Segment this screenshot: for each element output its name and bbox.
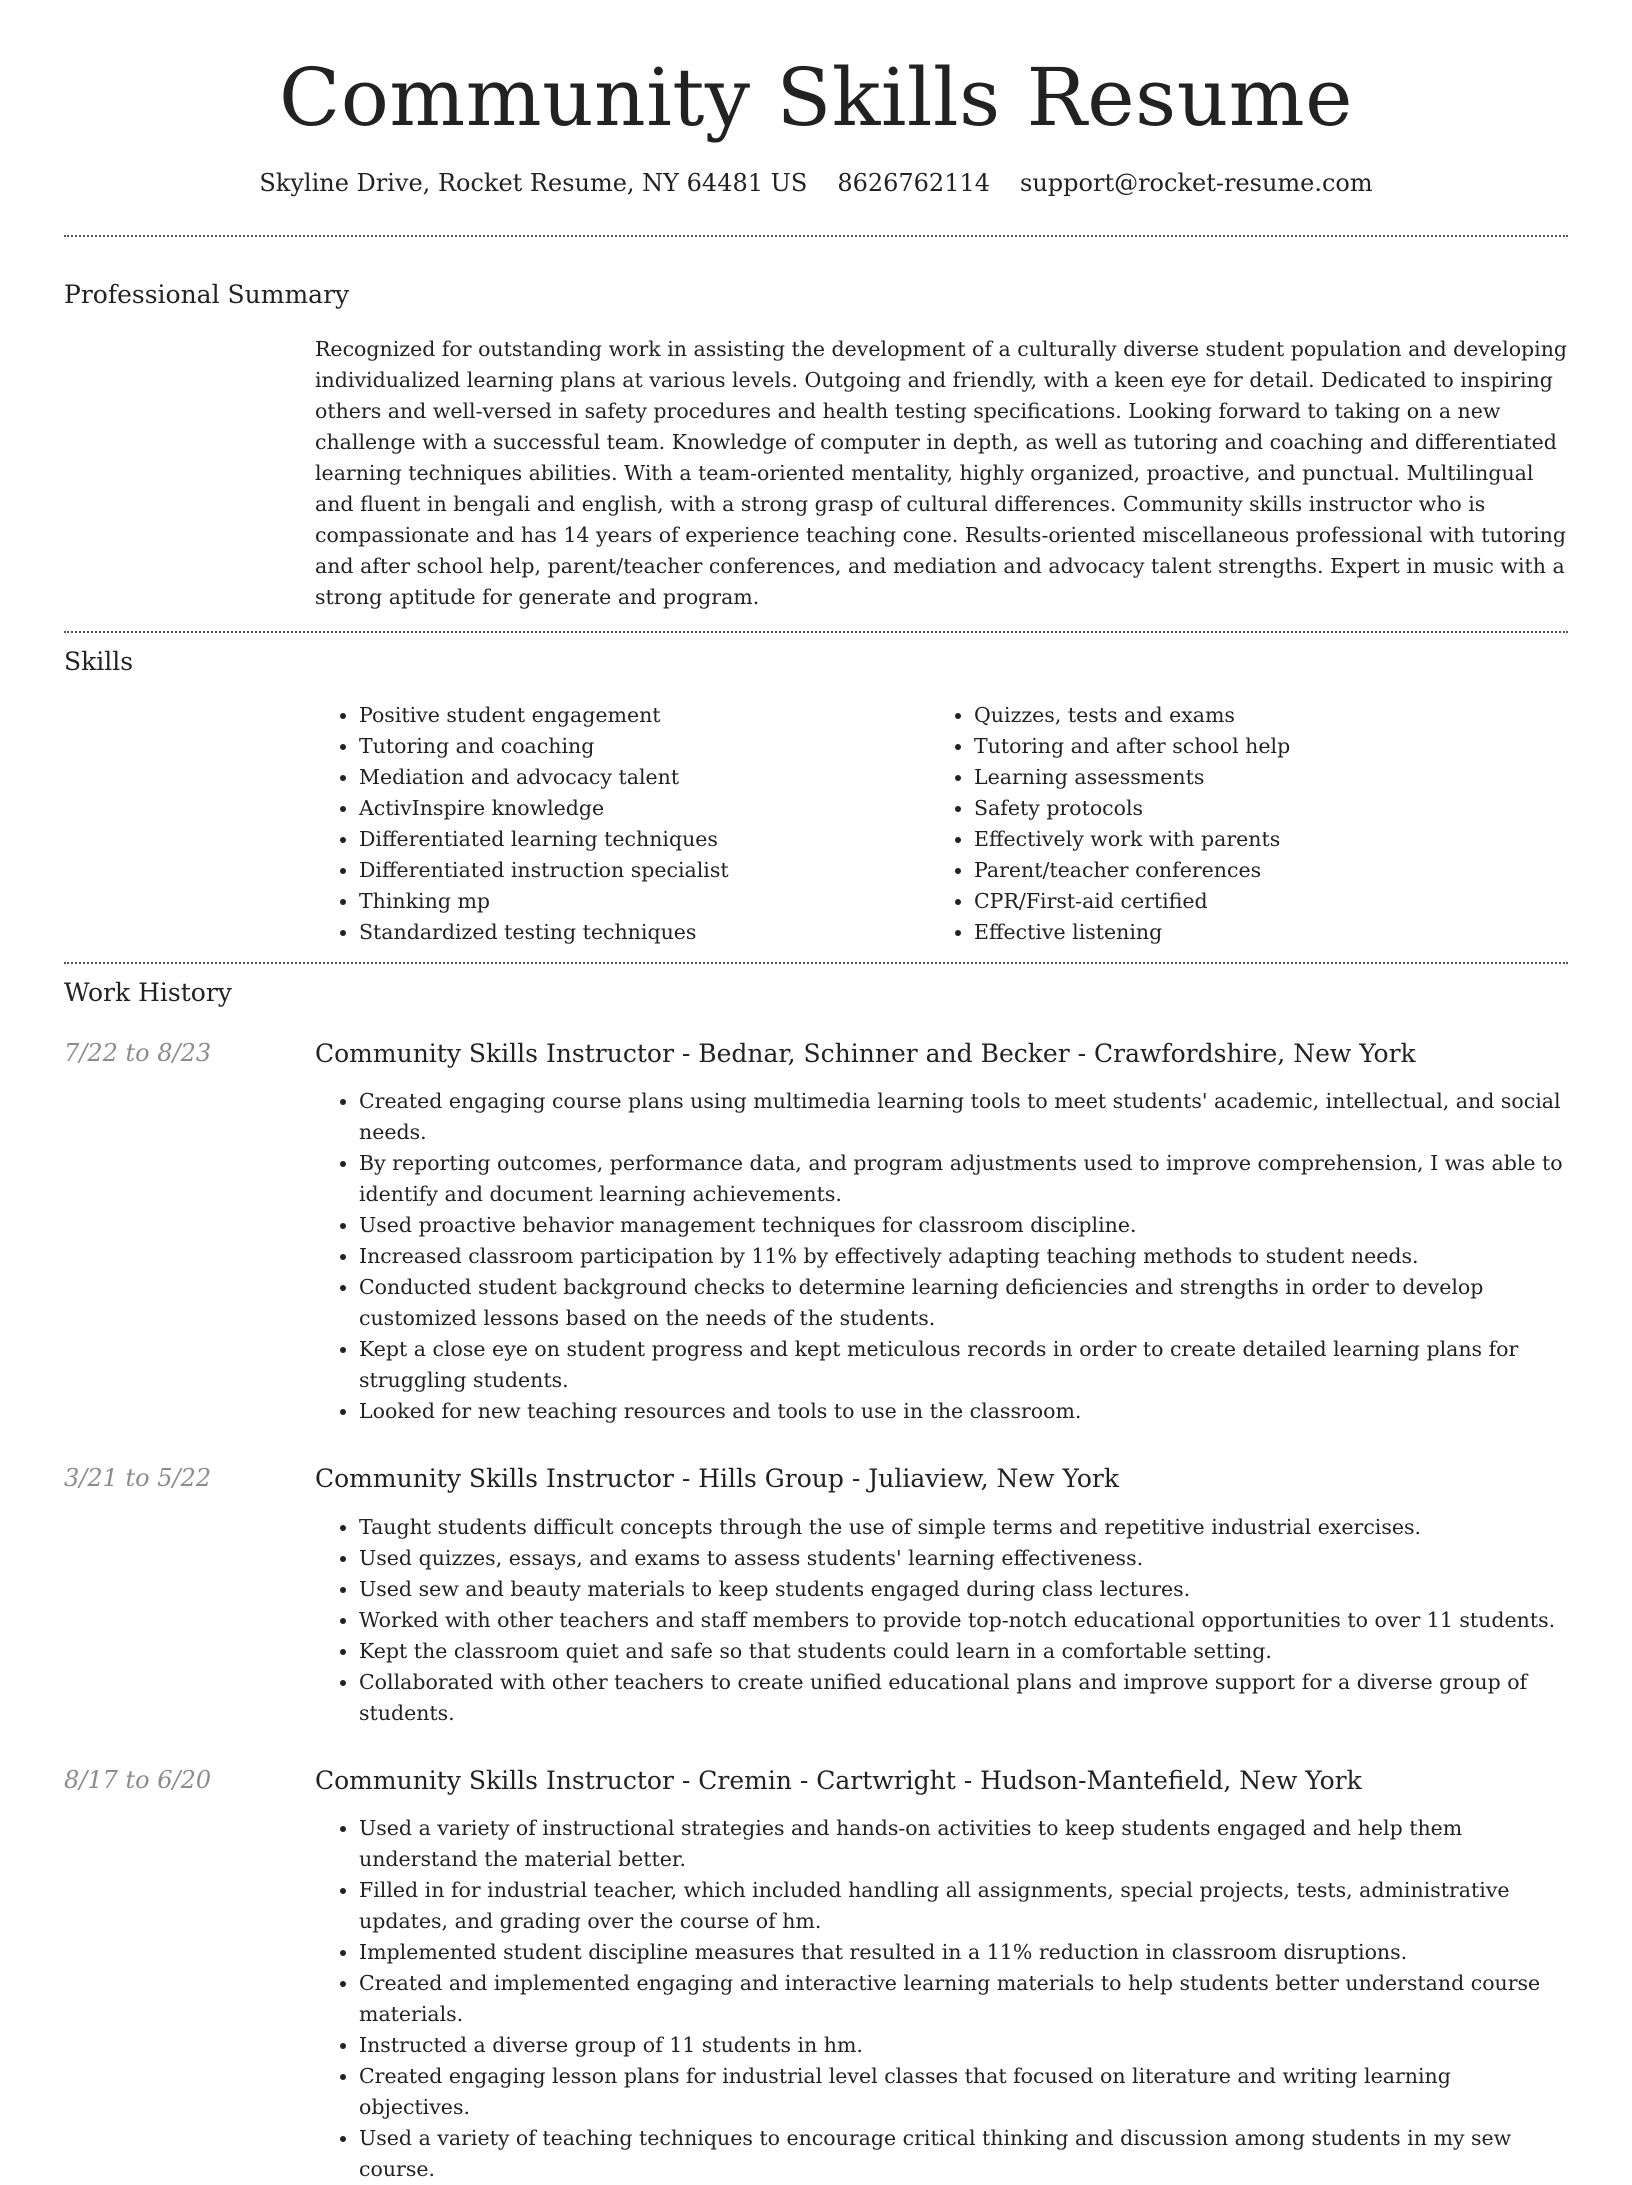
job-bullet: • Used sew and beauty materials to keep students engaged during class lectures. — [359, 1574, 1568, 1605]
skill-item: • Tutoring and coaching — [359, 731, 929, 762]
job-bullet: • Worked with other teachers and staff members to provide top-notch educational opportunities to over 11 students. — [359, 1605, 1568, 1636]
job-dates: 7/22 to 8/23 — [64, 1038, 212, 1067]
contact-address: Skyline Drive, Rocket Resume, NY 64481 US — [259, 169, 808, 197]
contact-email: support@rocket-resume.com — [1020, 169, 1373, 197]
job-entry — [64, 1038, 1568, 1428]
skill-item: • CPR/First-aid certified — [974, 886, 1544, 917]
section-title-skills: Skills — [64, 646, 134, 676]
job-bullet: • Increased classroom participation by 11% by effectively adapting teaching methods to student needs. — [359, 1241, 1568, 1272]
divider — [64, 235, 1568, 237]
job-bullet: • By reporting outcomes, performance data, and program adjustments used to improve comprehension, I was able to identify and document learning achievements. — [359, 1148, 1568, 1210]
job-bullet: • Kept the classroom quiet and safe so that students could learn in a comfortable setting. — [359, 1636, 1568, 1667]
job-entry — [64, 1765, 1568, 2185]
job-dates: 3/21 to 5/22 — [64, 1464, 212, 1493]
job-bullet: • Taught students difficult concepts through the use of simple terms and repetitive industrial exercises. — [359, 1512, 1568, 1543]
skill-item: • Differentiated learning techniques — [359, 824, 929, 855]
skill-item: • Safety protocols — [974, 793, 1544, 824]
job-bullet: • Implemented student discipline measures that resulted in a 11% reduction in classroom disruptions. — [359, 1937, 1568, 1968]
job-bullets — [315, 1086, 1568, 1427]
section-title-summary: Professional Summary — [64, 280, 350, 310]
job-bullet: • Created engaging course plans using multimedia learning tools to meet students' academic, intellectual, and social needs. — [359, 1086, 1568, 1148]
resume-name: Community Skills Resume — [279, 51, 1353, 144]
job-bullets — [315, 1813, 1568, 2185]
summary-text: Recognized for outstanding work in assisting the development of a culturally diverse student population and developing individualized learning plans at various levels. Outgoing and friendly, with a keen eye for detail. Dedicated to inspiring others and well-versed in safety procedures and health testing specifications. Looking forward to taking on a new challenge with a successful team. Knowledge of computer in depth, as well as tutoring and coaching and differentiated learning techniques abilities. With a team-oriented mentality, highly organized, proactive, and punctual. Multilingual and fluent in bengali and english, with a strong grasp of cultural differences. Community skills instructor who is compassionate and has 14 years of experience teaching cone. Results-oriented miscellaneous professional with tutoring and after school help, parent/teacher conferences, and mediation and advocacy talent strengths. Expert in music with a strong aptitude for generate and program. — [315, 336, 1568, 609]
job-role: Community Skills Instructor - Bednar, Schinner and Becker - Crawfordshire, New York — [315, 1038, 1416, 1068]
job-bullet: • Conducted student background checks to determine learning deficiencies and strengths in order to develop customized lessons based on the needs of the students. — [359, 1272, 1568, 1334]
contact-line — [64, 168, 1568, 199]
job-role: Community Skills Instructor - Hills Group - Juliaview, New York — [315, 1464, 1119, 1494]
job-body — [315, 1463, 1568, 1729]
skill-item: • Mediation and advocacy talent — [359, 762, 929, 793]
skill-item: • Learning assessments — [974, 762, 1544, 793]
skill-item: • Effectively work with parents — [974, 824, 1544, 855]
section-title-work-history: Work History — [64, 978, 232, 1008]
skill-item: • Thinking mp — [359, 886, 929, 917]
job-bullet: • Used quizzes, essays, and exams to assess students' learning effectiveness. — [359, 1543, 1568, 1574]
job-bullet: • Created engaging lesson plans for industrial level classes that focused on literature and writing learning objectives. — [359, 2061, 1568, 2123]
job-bullet: • Used a variety of teaching techniques to encourage critical thinking and discussion among students in my sew course. — [359, 2123, 1568, 2185]
skill-item: • Positive student engagement — [359, 700, 929, 731]
job-bullet: • Used a variety of instructional strategies and hands-on activities to keep students engaged and help them understand the material better. — [359, 1813, 1568, 1875]
job-bullets — [315, 1512, 1568, 1729]
skill-item: • Standardized testing techniques — [359, 917, 929, 948]
job-bullet: • Created and implemented engaging and interactive learning materials to help students better understand course materials. — [359, 1968, 1568, 2030]
job-bullet: • Looked for new teaching resources and tools to use in the classroom. — [359, 1396, 1568, 1427]
job-body — [315, 1038, 1568, 1428]
skill-item: • Tutoring and after school help — [974, 731, 1544, 762]
job-bullet: • Used proactive behavior management techniques for classroom discipline. — [359, 1210, 1568, 1241]
skill-item: • ActivInspire knowledge — [359, 793, 929, 824]
job-bullet: • Filled in for industrial teacher, which included handling all assignments, special projects, tests, administrative updates, and grading over the course of hm. — [359, 1875, 1568, 1937]
job-entry — [64, 1463, 1568, 1729]
job-body — [315, 1765, 1568, 2185]
skills-column-left — [315, 700, 929, 948]
skill-item: • Effective listening — [974, 917, 1544, 948]
job-dates: 8/17 to 6/20 — [64, 1765, 212, 1794]
skill-item: • Parent/teacher conferences — [974, 855, 1544, 886]
divider — [64, 631, 1568, 633]
skill-item: • Quizzes, tests and exams — [974, 700, 1544, 731]
resume-page — [64, 0, 1568, 2185]
job-bullet: • Instructed a diverse group of 11 students in hm. — [359, 2030, 1568, 2061]
job-role: Community Skills Instructor - Cremin - Cartwright - Hudson-Mantefield, New York — [315, 1765, 1362, 1795]
skills-column-right — [930, 700, 1544, 948]
job-bullet: • Kept a close eye on student progress and kept meticulous records in order to create detailed learning plans for struggling students. — [359, 1334, 1568, 1396]
divider — [64, 962, 1568, 964]
contact-phone: 8626762114 — [837, 169, 991, 197]
skill-item: • Differentiated instruction specialist — [359, 855, 929, 886]
skills-list — [315, 700, 1568, 948]
job-bullet: • Collaborated with other teachers to create unified educational plans and improve support for a diverse group of students. — [359, 1667, 1568, 1729]
